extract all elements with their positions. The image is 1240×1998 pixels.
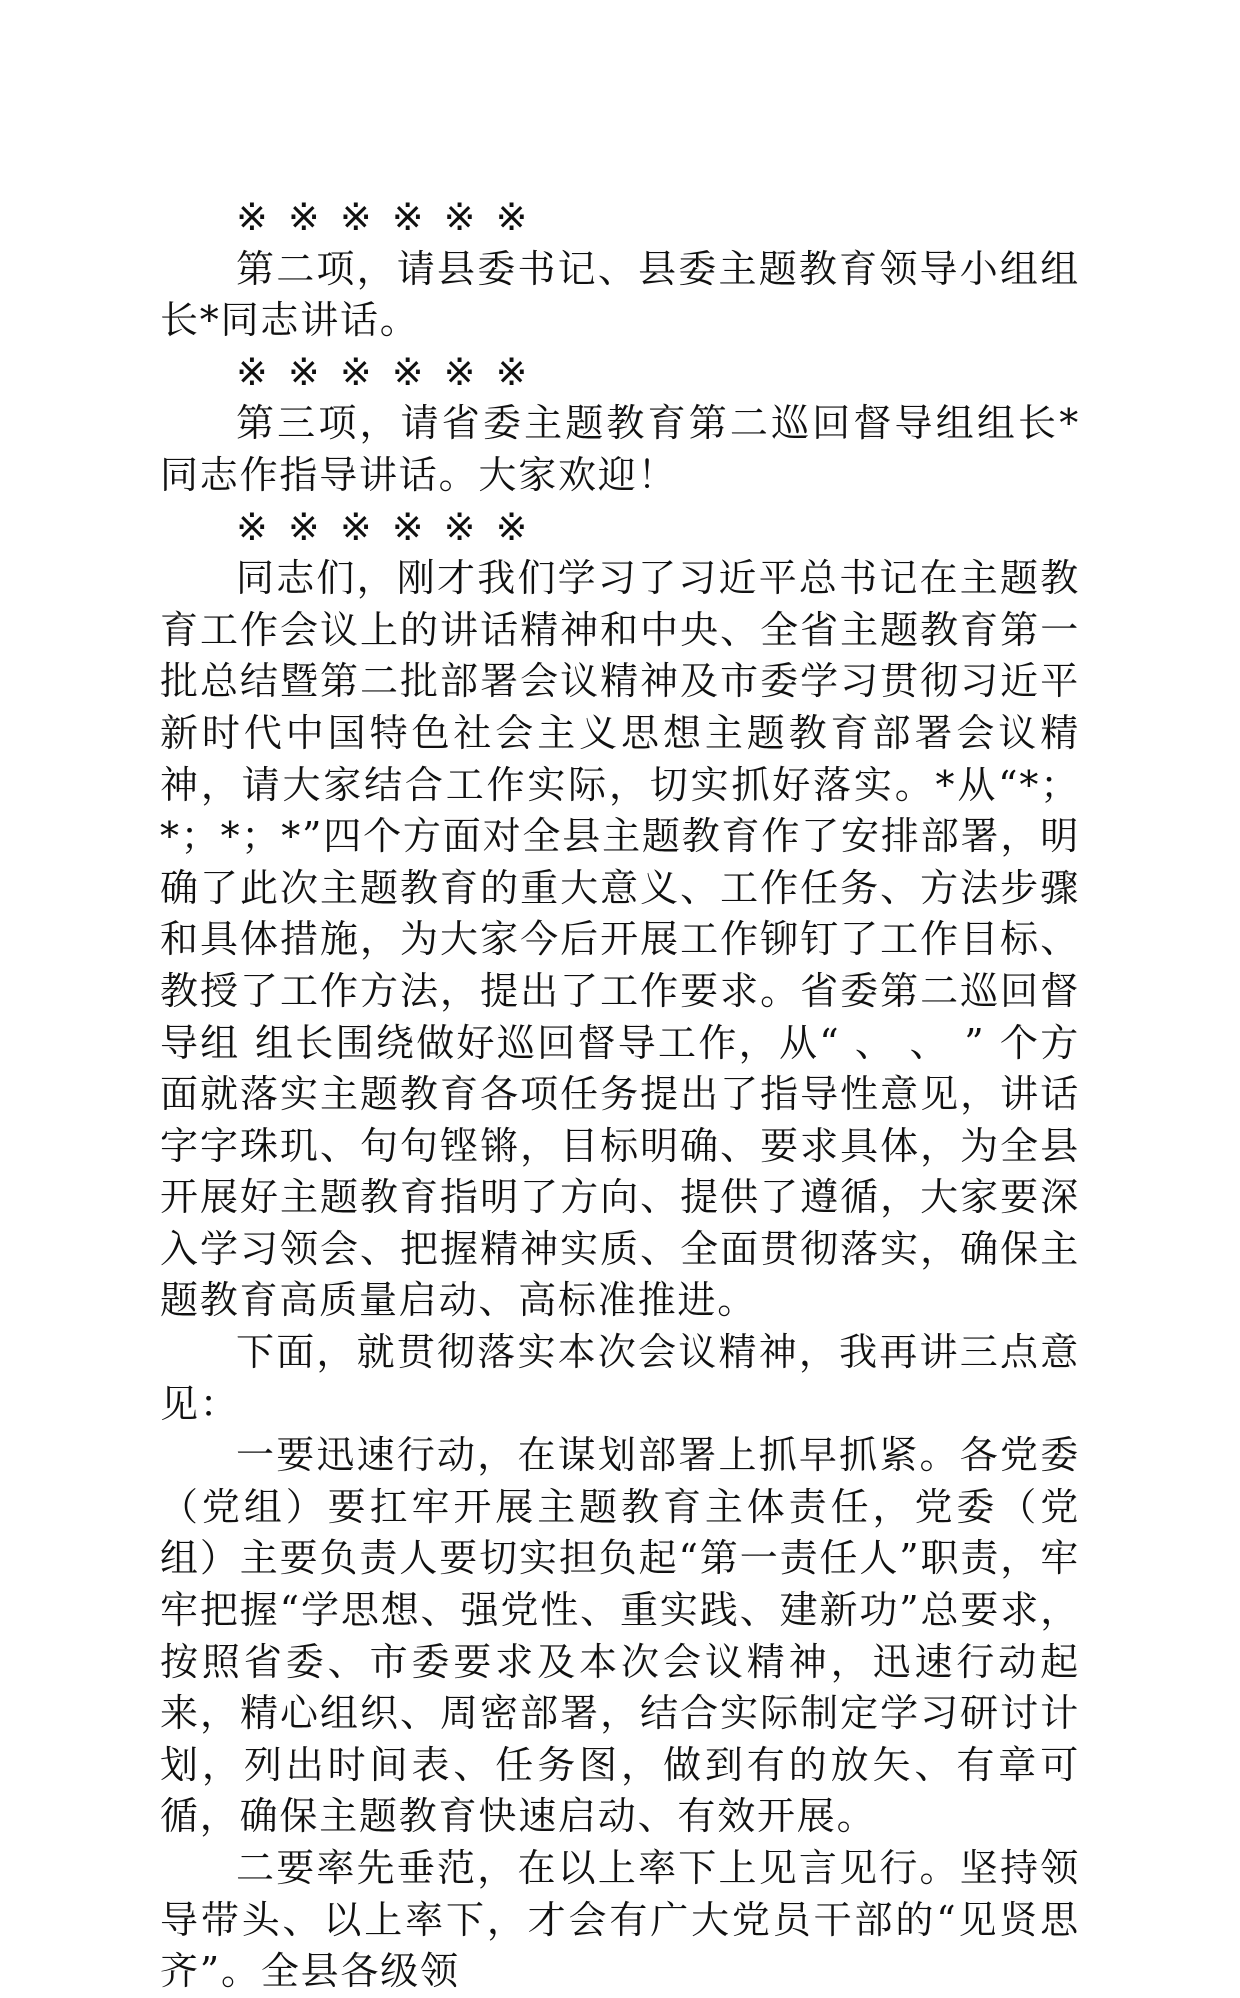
paragraph-intro-points: 下面，就贯彻落实本次会议精神，我再讲三点意见： — [160, 1330, 1080, 1426]
paragraph-item-three: 第三项，请省委主题教育第二巡回督导组组长*同志作指导讲话。大家欢迎！ — [160, 401, 1080, 497]
section-separator: ※ ※ ※ ※ ※ ※ — [236, 349, 532, 394]
document-body — [160, 192, 1080, 1998]
paragraph-item-two: 第二项，请县委书记、县委主题教育领导小组组长*同志讲话。 — [160, 246, 1080, 343]
section-separator: ※ ※ ※ ※ ※ ※ — [236, 504, 532, 549]
paragraph-point-one: 一要迅速行动，在谋划部署上抓早抓紧。各党委（党组）要扛牢开展主题教育主体责任，党委（党组）主要负责人要切实担负起“第一责任人”职责，牢牢把握“学思想、强党性、重实践、建新功”总要求，按照省委、市委要求及本次会议精神，迅速行动起来，精心组织、周密部署，结合实际制定学习研讨计划，列出时间表、任务图，做到有的放矢、有章可循，确保主题教育快速启动、有效开展。 — [160, 1433, 1080, 1839]
paragraph-summary: 同志们，刚才我们学习了习近平总书记在主题教育工作会议上的讲话精神和中央、全省主题教育第一批总结暨第二批部署会议精神及市委学习贯彻习近平新时代中国特色社会主义思想主题教育部署会议精神，请大家结合工作实际，切实抓好落实。*从“*；*；*；*”四个方面对全县主题教育作了安排部署，明确了此次主题教育的重大意义、工作任务、方法步骤和具体措施，为大家今后开展工作铆钉了工作目标、教授了工作方法，提出了工作要求。省委第二巡回督导组 组长围绕做好巡回督导工作，从“ 、 、 ” 个方面就落实主题教育各项任务提出了指导性意见，讲话字字珠玑、句句铿锵，目标明确、要求具体，为全县开展好主题教育指明了方向、提供了遵循，大家要深入学习领会、把握精神实质、全面贯彻落实，确保主题教育高质量启动、高标准推进。 — [160, 556, 1080, 1323]
section-separator: ※ ※ ※ ※ ※ ※ — [236, 195, 532, 239]
paragraph-point-two: 二要率先垂范，在以上率下上见言见行。坚持领导带头、以上率下，才会有广大党员干部的“见贤思齐”。全县各级领 — [160, 1846, 1080, 1994]
